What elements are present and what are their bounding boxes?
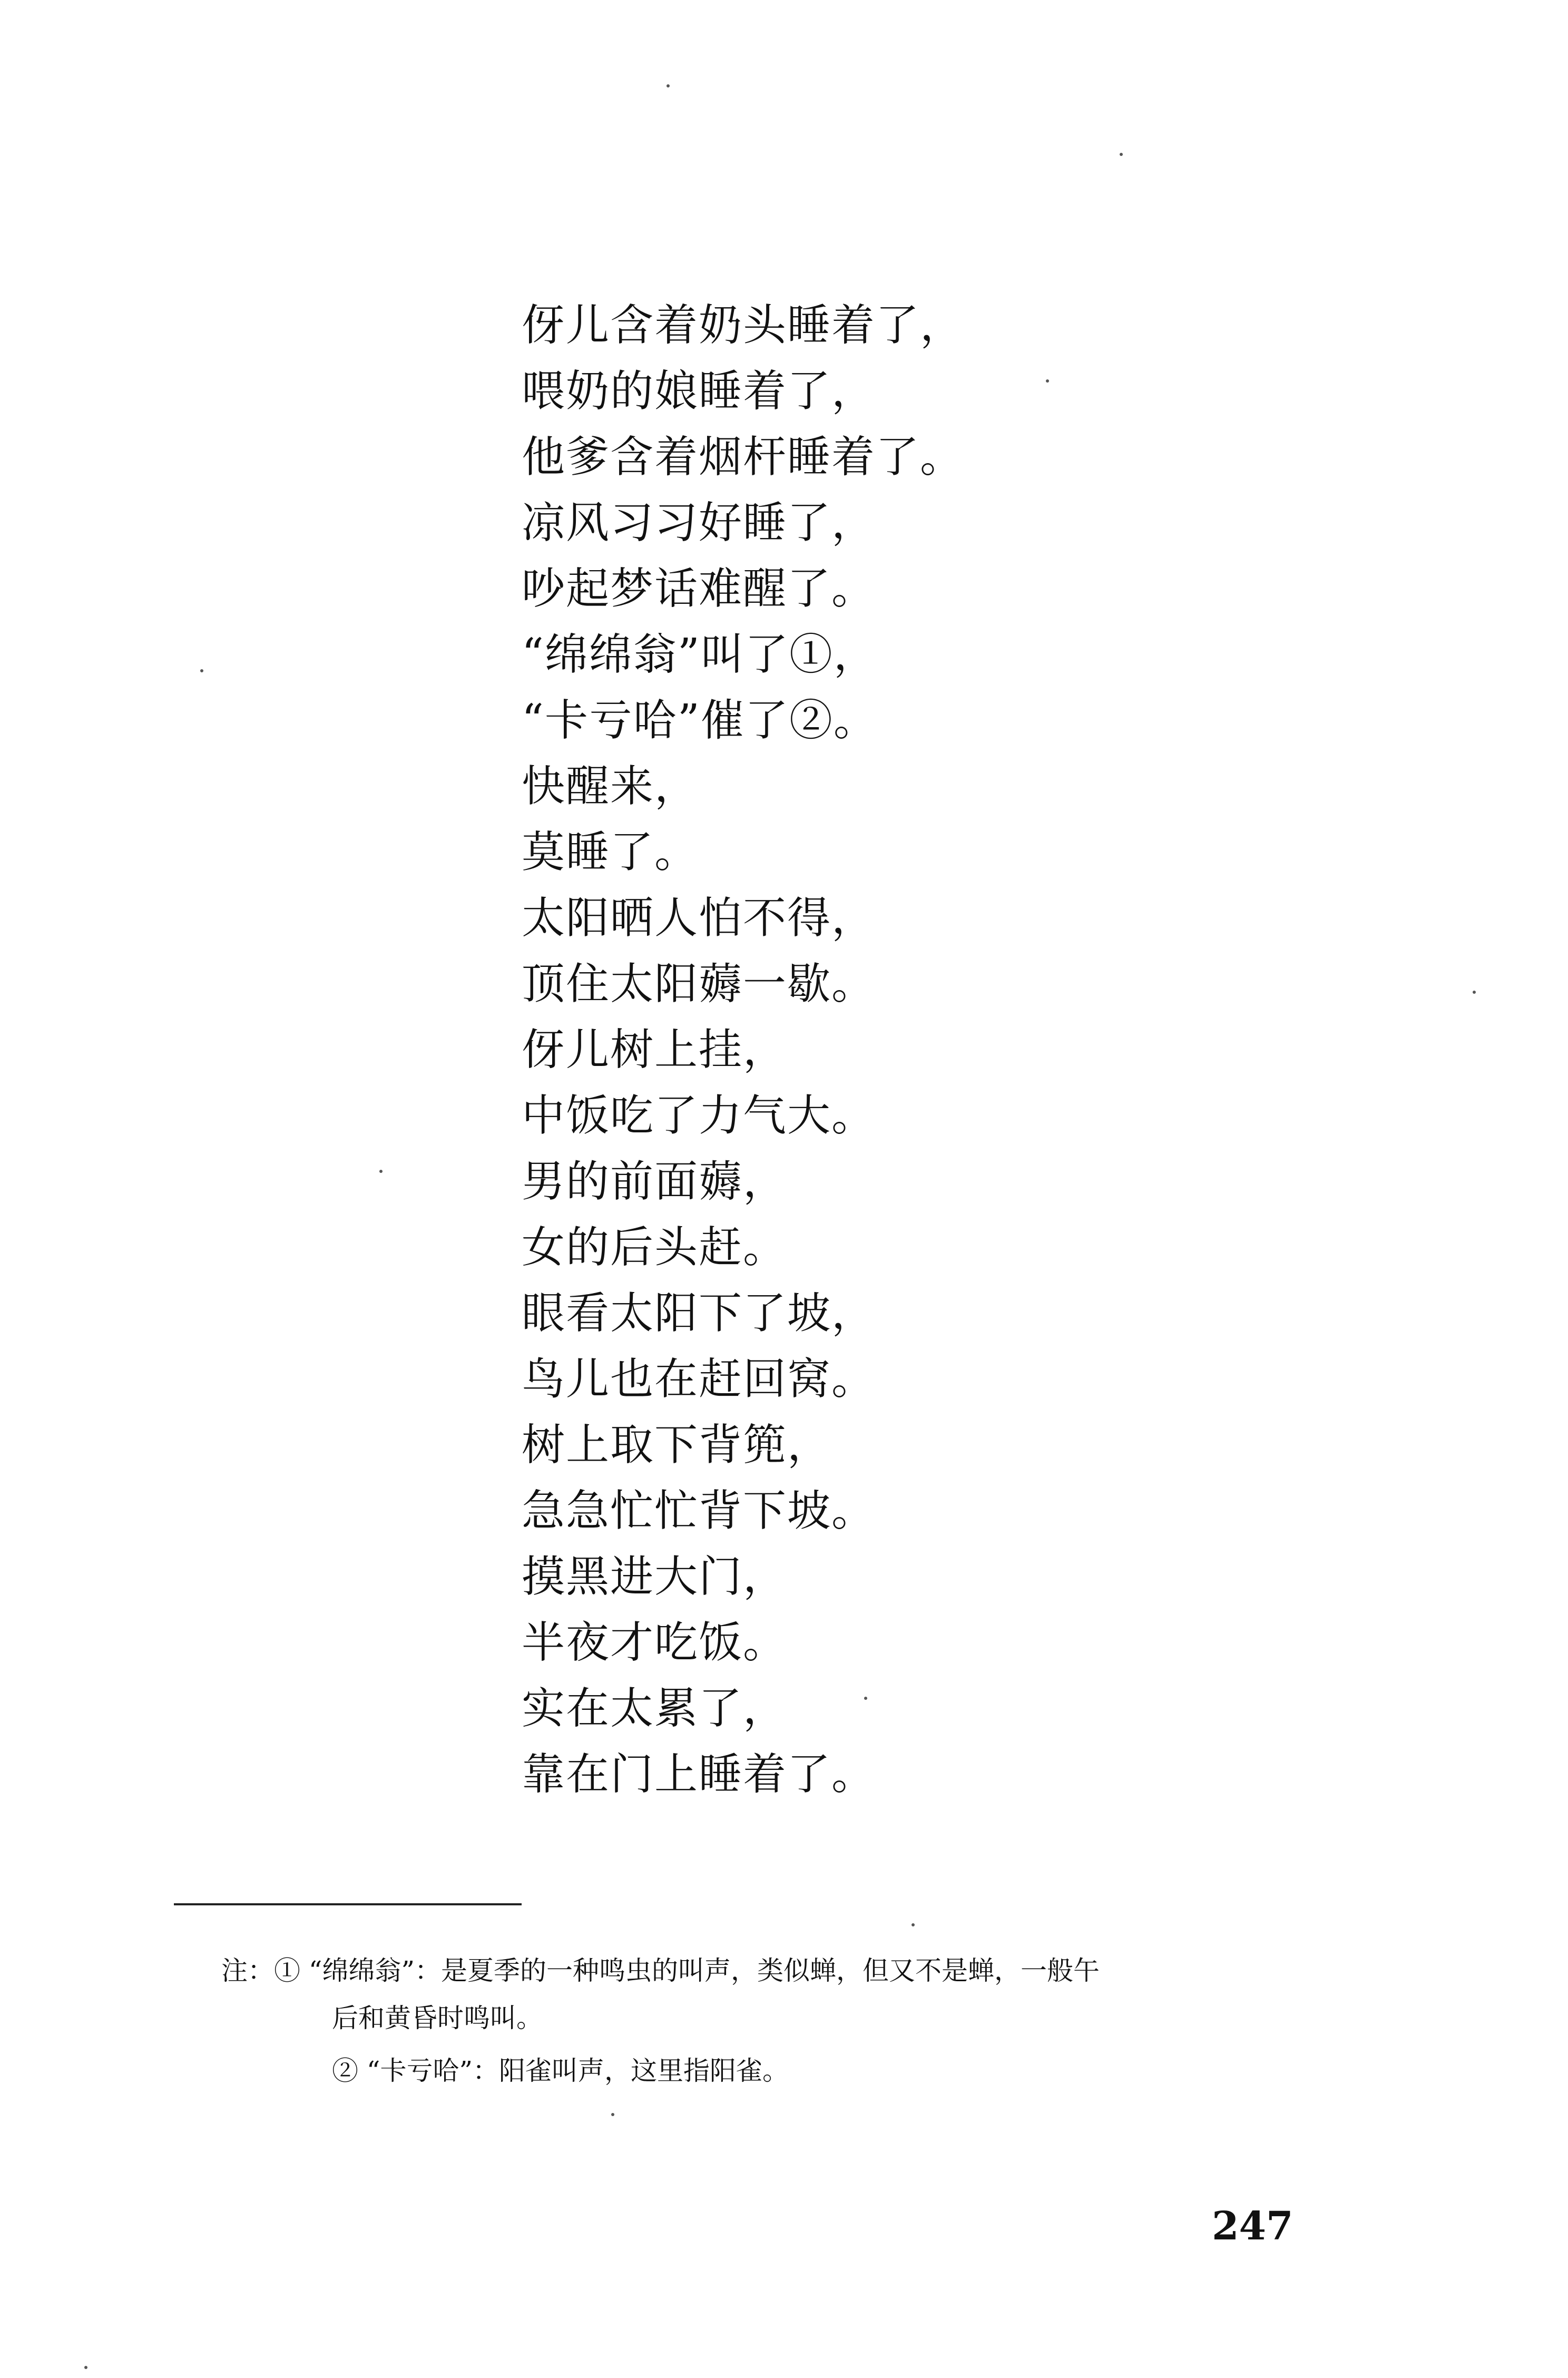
poem-line: 靠在门上睡着了。 bbox=[522, 1749, 876, 1799]
footnote-1-continuation: 后和黄昏时鸣叫。 bbox=[332, 2003, 543, 2033]
scan-speck bbox=[1046, 379, 1049, 383]
poem-line: 太阳晒人怕不得， bbox=[522, 893, 876, 943]
poem-line: 伢儿含着奶头睡着了， bbox=[522, 300, 965, 350]
scan-speck bbox=[864, 1697, 867, 1700]
poem-line: “绵绵翁”叫了①， bbox=[522, 630, 878, 680]
scan-speck bbox=[611, 2113, 614, 2116]
poem-line: 摸黑进大门， bbox=[522, 1552, 788, 1602]
poem-line: 快醒来， bbox=[522, 761, 699, 811]
footnotes bbox=[221, 1947, 1402, 2095]
poem-line: 他爹含着烟杆睡着了。 bbox=[522, 432, 965, 482]
poem-line: 女的后头赶。 bbox=[522, 1222, 788, 1273]
poem-line: “卡亏哈”催了②。 bbox=[522, 696, 878, 746]
poem-line: 半夜才吃饭。 bbox=[522, 1618, 788, 1668]
poem-line: 伢儿树上挂， bbox=[522, 1025, 788, 1075]
footnote-divider bbox=[174, 1903, 522, 1905]
scan-speck bbox=[1473, 991, 1476, 994]
poem-line: 喂奶的娘睡着了， bbox=[522, 366, 876, 416]
poem-line: 鸟儿也在赶回窝。 bbox=[522, 1354, 876, 1404]
scan-speck bbox=[912, 1923, 915, 1926]
poem-line: 眼看太阳下了坡， bbox=[522, 1288, 876, 1338]
footnote-1: 注：① “绵绵翁”：是夏季的一种鸣虫的叫声，类似蝉，但又不是蝉，一般午 bbox=[221, 1955, 1100, 1986]
poem-line: 实在太累了， bbox=[522, 1684, 788, 1734]
scan-speck bbox=[667, 84, 670, 87]
poem bbox=[522, 292, 964, 1807]
scan-speck bbox=[379, 1170, 383, 1173]
poem-line: 凉风习习好睡了， bbox=[522, 498, 876, 548]
poem-line: 急急忙忙背下坡。 bbox=[522, 1486, 876, 1536]
scan-speck bbox=[84, 2366, 87, 2369]
scan-speck bbox=[200, 669, 203, 672]
poem-line: 中饭吃了力气大。 bbox=[522, 1091, 876, 1141]
poem-line: 男的前面薅， bbox=[522, 1157, 788, 1207]
poem-line: 吵起梦话难醒了。 bbox=[522, 564, 876, 614]
poem-line: 顶住太阳薅一歇。 bbox=[522, 959, 876, 1009]
poem-line: 树上取下背篼， bbox=[522, 1420, 832, 1470]
footnote-2: ② “卡亏哈”：阳雀叫声，这里指阳雀。 bbox=[332, 2056, 789, 2086]
page-number: 247 bbox=[1212, 2204, 1293, 2249]
poem-line: 莫睡了。 bbox=[522, 827, 699, 877]
scan-speck bbox=[1120, 153, 1123, 156]
